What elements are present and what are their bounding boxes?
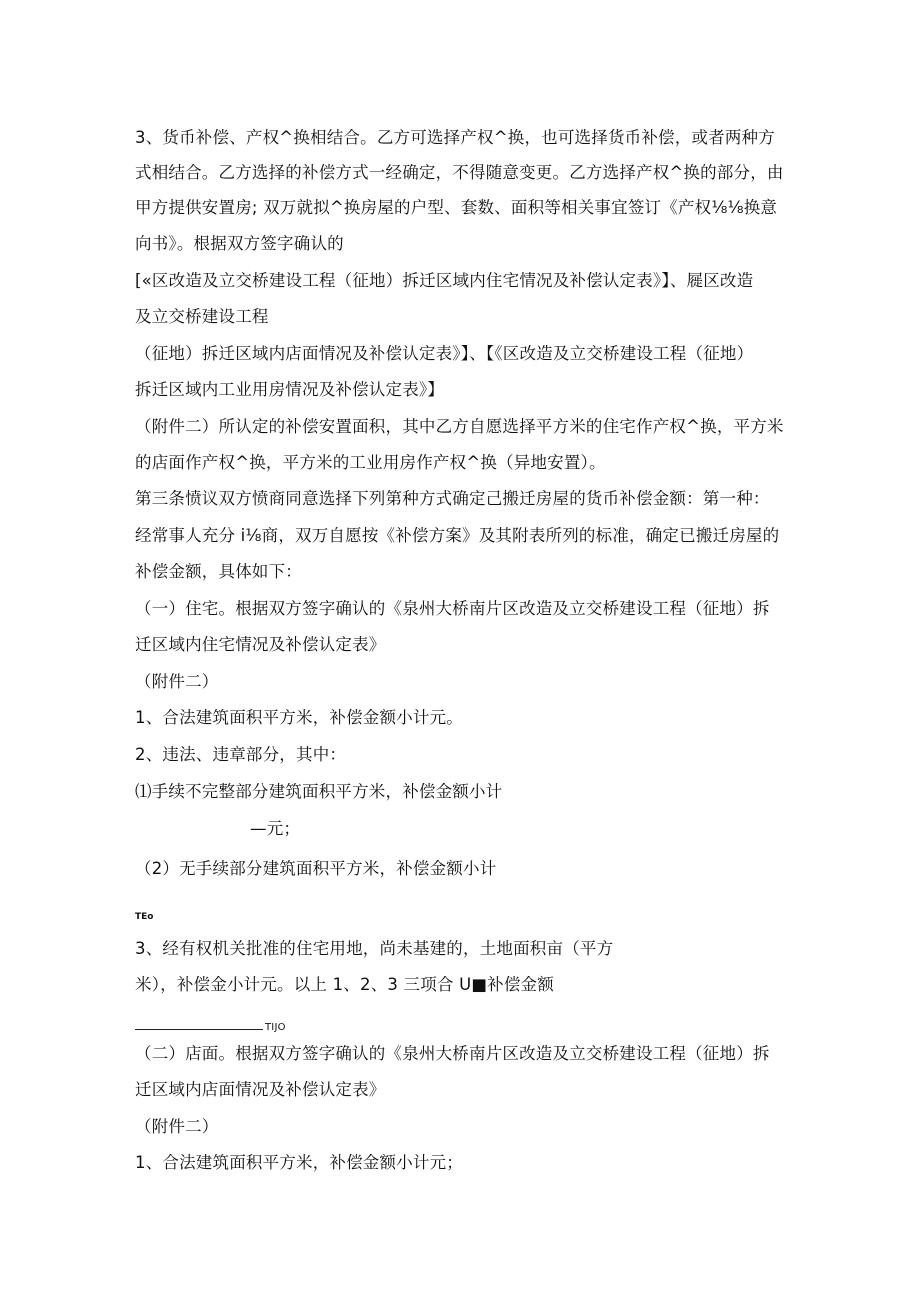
garbled-marker: TIJO — [265, 1022, 286, 1033]
amount-tail: —元； — [250, 819, 301, 838]
section-heading-shopfront: （二）店面。根据双方签字确认的《泉州大桥南片区改造及立交桥建设工程（征地）拆 — [135, 1044, 770, 1063]
paragraph-line: 经常事人充分 i⅛商，双万自愿按《补偿方案》及其附表所列的标准，确定已搬迁房屋的 — [135, 526, 780, 545]
paragraph-line: 及立交桥建设工程 — [135, 307, 269, 326]
section-heading-residence: （一）住宅。根据双方签字确认的《泉州大桥南片区改造及立交桥建设工程（征地）拆 — [135, 599, 770, 618]
attachment-note: （附件二） — [135, 672, 219, 691]
paragraph-line: [«区改造及立交桥建设工程（征地）拆迁区域内住宅情况及补偿认定表》】、屣区改造 — [135, 271, 754, 290]
attachment-note: （附件二） — [135, 1117, 219, 1136]
garbled-marker: TEo — [135, 912, 154, 922]
paragraph-line: 迁区域内住宅情况及补偿认定表》 — [135, 635, 386, 654]
paragraph-line: 式相结合。乙方选择的补偿方式一经确定，不得随意变更。乙方选择产权^换的部分，由 — [135, 163, 784, 182]
fill-in-blank — [135, 1019, 263, 1030]
list-item: 2、违法、违章部分，其中： — [135, 745, 347, 764]
paragraph-line: 3、货币补偿、产权^换相结合。乙方可选择产权^换，也可选择货币补偿，或者两种方 — [135, 128, 775, 147]
paragraph-line: 补偿金额，具体如下： — [135, 562, 302, 581]
paragraph-line: 米），补偿金小计元。以上 1、2、3 三项合 U■补偿金额 — [135, 975, 554, 994]
paragraph-line: （附件二）所认定的补偿安置面积，其中乙方自愿选择平方米的住宅作产权^换，平方米 — [135, 417, 784, 436]
total-blank-line — [135, 1014, 286, 1039]
paragraph-line: 第三条愤议双方愤商同意选择下列第种方式确定己搬迁房屋的货币补偿金额：第一种： — [135, 489, 770, 508]
list-item: 1、合法建筑面积平方米，补偿金额小计元。 — [135, 708, 463, 727]
list-item: 1、合法建筑面积平方米，补偿金额小计元； — [135, 1153, 463, 1172]
paragraph-line: （征地）拆迁区域内店面情况及补偿认定表》】、【《区改造及立交桥建设工程（征地） — [135, 344, 754, 363]
paragraph-line: 拆迁区域内工业用房情况及补偿认定表》】 — [135, 380, 445, 399]
paragraph-line: 的店面作产权^换，平方米的工业用房作产权^换（异地安置）。 — [135, 453, 606, 472]
paragraph-line: 向书》。根据双方签字确认的 — [135, 234, 344, 253]
sub-list-item: ⑴手续不完整部分建筑面积平方米，补偿金额小计 — [135, 782, 503, 801]
list-item: 3、经有权机关批准的住宅用地，尚未基建的，土地面积亩（平方 — [135, 939, 614, 958]
paragraph-line: 迁区域内店面情况及补偿认定表》 — [135, 1080, 386, 1099]
paragraph-line: 甲方提供安置房; 双万就拟^换房屋的户型、套数、面积等相关事宜签订《产权⅛⅛换意 — [135, 198, 778, 217]
sub-list-item: （2）无手续部分建筑面积平方米，补偿金额小计 — [135, 859, 497, 878]
